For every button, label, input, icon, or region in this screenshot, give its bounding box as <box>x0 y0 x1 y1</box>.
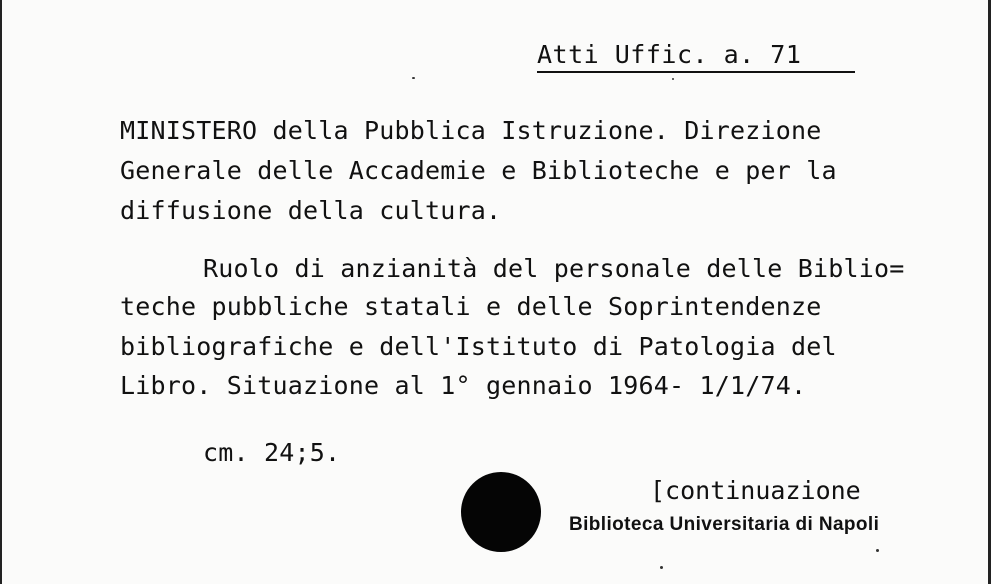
body-line: teche pubbliche statali e delle Soprintendenze <box>120 292 822 321</box>
heading-line: MINISTERO della Pubblica Istruzione. Direzione <box>120 116 822 145</box>
library-stamp: Biblioteca Universitaria di Napoli <box>569 514 880 535</box>
dimensions: cm. 24;5. <box>203 438 341 467</box>
shelfmark: Atti Uffic. a. 71 <box>537 40 855 73</box>
heading-line: Generale delle Accademie e Biblioteche e per la <box>120 156 837 185</box>
body-line: Libro. Situazione al 1° gennaio 1964- 1/1/74. <box>120 371 807 400</box>
punch-hole <box>461 472 541 552</box>
body-line: bibliografiche e dell'Istituto di Patologia del <box>120 332 837 361</box>
speck <box>412 77 415 79</box>
speck <box>876 549 879 552</box>
continuation-note: [continuazione <box>650 476 861 505</box>
body-line: Ruolo di anzianità del personale delle Biblio= <box>203 254 905 283</box>
speck <box>660 566 663 569</box>
heading-line: diffusione della cultura. <box>120 196 502 225</box>
speck <box>672 78 674 80</box>
